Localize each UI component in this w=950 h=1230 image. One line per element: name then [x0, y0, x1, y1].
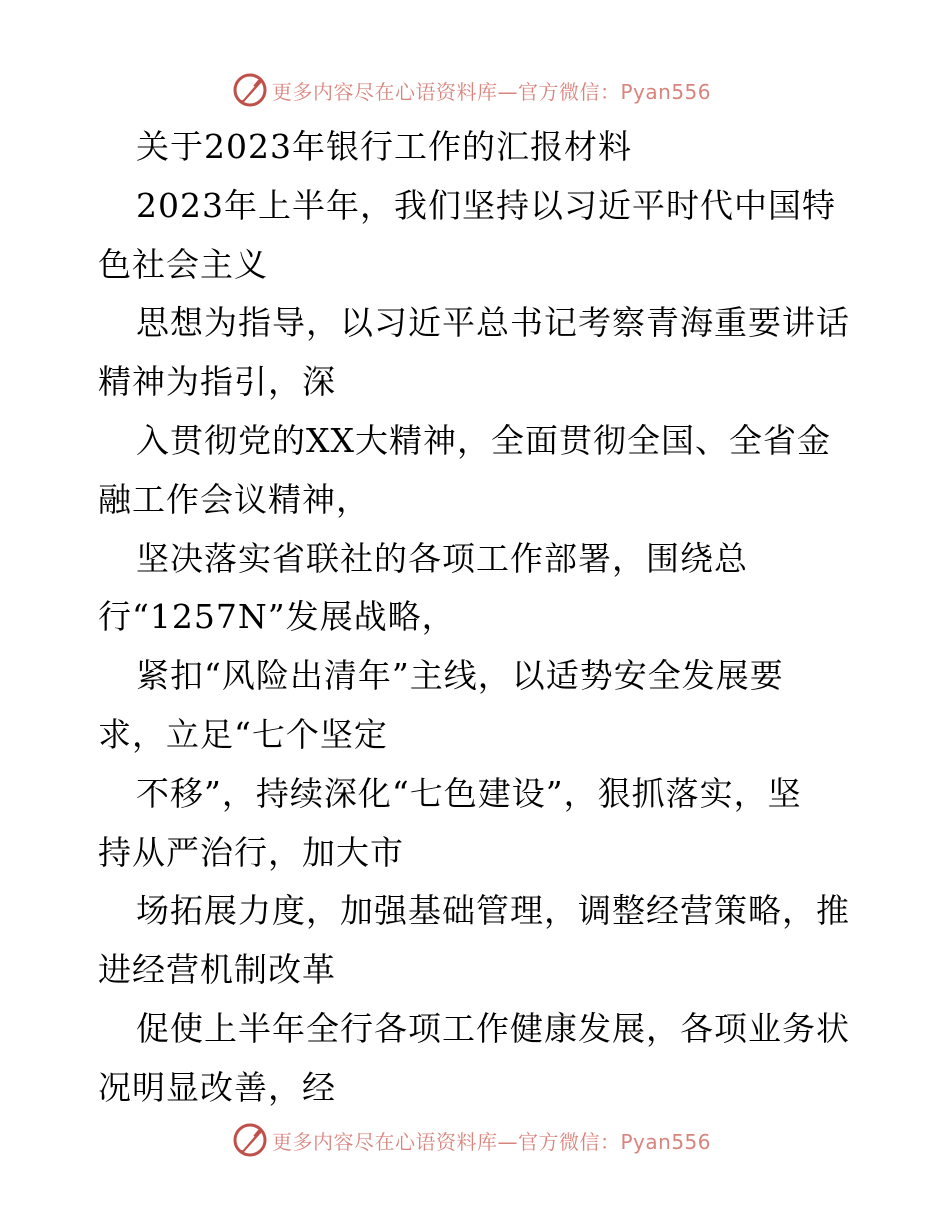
- text-line: 促使上半年全行各项工作健康发展，各项业务状: [136, 1008, 850, 1048]
- text-line: 坚决落实省联社的各项工作部署，围绕总: [136, 538, 748, 578]
- watermark-text: 更多内容尽在心语资料库—官方微信：Pyan556: [272, 79, 712, 104]
- document-body: [98, 118, 858, 1118]
- watermark-banner-top: [232, 70, 711, 110]
- text-line: 入贯彻党的XX大精神，全面贯彻全国、全省金: [136, 420, 831, 460]
- text-line: 2023年上半年，我们坚持以习近平时代中国特: [136, 185, 836, 225]
- watermark-banner-bottom: [232, 1120, 711, 1160]
- text-line: 进经营机制改革: [98, 950, 336, 990]
- text-line: 不移”，持续深化“七色建设”，狠抓落实，坚: [136, 773, 802, 813]
- text-line: 行“1257N”发展战略，: [98, 597, 456, 637]
- quill-logo-icon: [232, 72, 268, 108]
- text-line: 紧扣“风险出清年”主线，以适势安全发展要: [136, 656, 784, 696]
- quill-logo-icon: [232, 1122, 268, 1158]
- text-line: 融工作会议精神，: [98, 479, 370, 519]
- text-line: 关于2023年银行工作的汇报材料: [136, 127, 632, 166]
- text-line: 场拓展力度，加强基础管理，调整经营策略，推: [136, 891, 850, 931]
- text-line: 求，立足“七个坚定: [98, 714, 388, 754]
- text-line: 持从严治行，加大市: [98, 832, 404, 872]
- text-line: 况明显改善，经: [98, 1067, 336, 1107]
- text-line: 思想为指导，以习近平总书记考察青海重要讲话: [136, 303, 850, 343]
- watermark-text: 更多内容尽在心语资料库—官方微信：Pyan556: [272, 1129, 712, 1154]
- text-line: 色社会主义: [98, 244, 268, 284]
- text-line: 精神为指引，深: [98, 362, 336, 402]
